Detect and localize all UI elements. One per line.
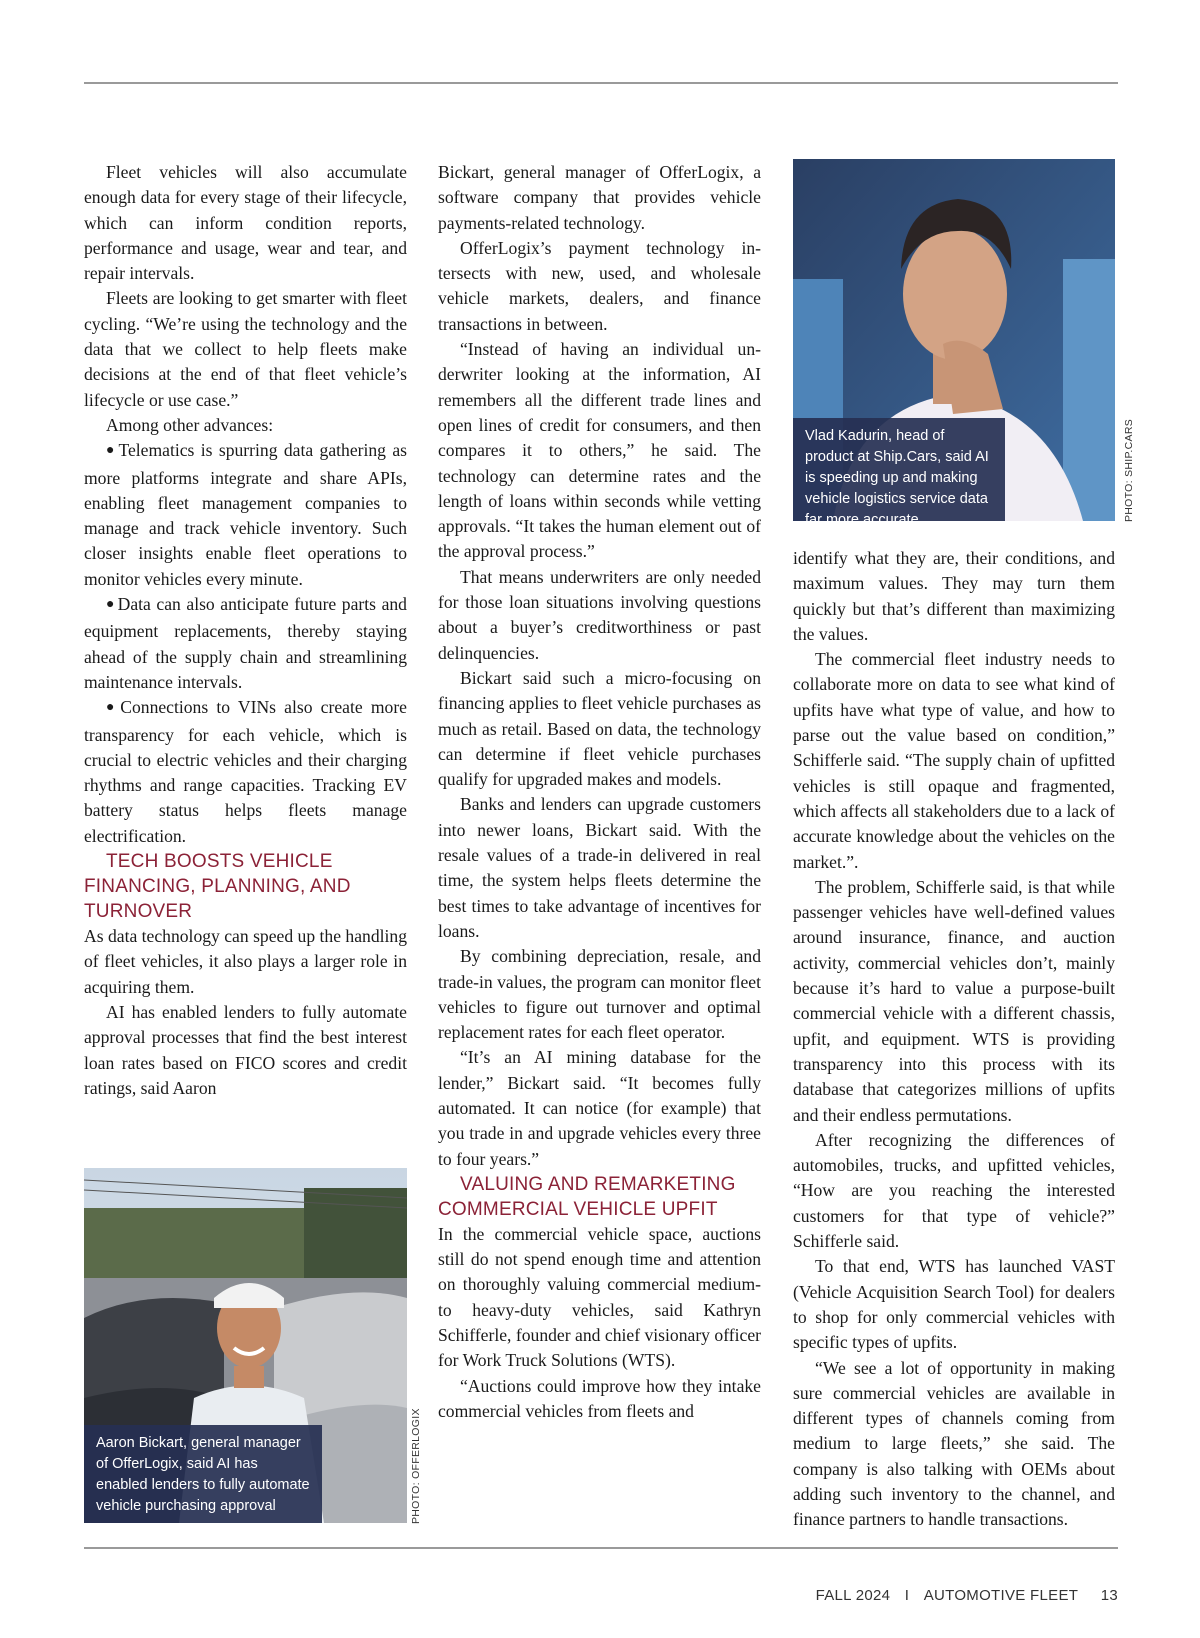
bullet-item: ● Telematics is spurring data gathering as more platforms integrate and share APIs, enabling fleet management companies to manage and track vehicle inventory. Such closer insights enable fleet operations to monitor vehicles every minute. — [84, 440, 407, 589]
column-1 — [84, 160, 407, 1101]
bottom-rule — [84, 1547, 1118, 1549]
paragraph: OfferLogix’s payment technology intersects with new, used, and wholesale vehicle markets, dealers, and finance transactions in between. — [438, 237, 761, 334]
page-footer — [816, 1587, 1118, 1604]
paragraph: Banks and lenders can upgrade customers into newer loans, Bickart said. With the resale values of a trade-in delivered in real time, the system helps fleets determine the best times to take advantage of incentives for loans. — [438, 794, 761, 941]
paragraph: Fleet vehicles will also accumulate enough data for every stage of their lifecycle, which can inform condition reports, performance and usage, wear and tear, and repair intervals. — [84, 162, 407, 284]
page-number: 13 — [1100, 1587, 1118, 1604]
paragraph: To that end, WTS has launched VAST (Vehicle Acquisition Search Tool) for dealers to shop for only commercial vehicles with specific types of upfits. — [793, 1256, 1115, 1353]
paragraph: The problem, Schifferle said, is that while passenger vehicles have well-defined values around insurance, finance, and auction activity, commercial vehicles don’t, mainly because it’s hard to value a purpose-built commercial vehicle with a different chassis, upfit, and equipment. WTS is providing transparency into this process with its database that categorizes millions of upfits and their endless permutations. — [793, 876, 1115, 1125]
section-heading: VALUING AND REMARKETING COMMERCIAL VEHICLE UPFIT — [438, 1173, 736, 1220]
paragraph: Fleets are looking to get smarter with fleet cycling. “We’re using the technology and the data that we collect to help fleets make decisions at the end of that fleet vehicle’s lifecycle or use case.” — [84, 288, 407, 410]
paragraph: In the commercial vehicle space, auctions still do not spend enough time and attention on thoroughly valuing commercial medium- to heavy-duty vehicles, said Kathryn Schifferle, founder and chief visionary officer for Work Truck Solutions (WTS). — [438, 1223, 761, 1371]
paragraph: The commercial fleet industry needs to collaborate more on data to see what kind of upfits have what type of value, and how to parse out the value based on condition,” Schifferle said. “The supply chain of upfitted vehicles is still opaque and fragmented, which affects all stakeholders due to a lack of accurate knowledge about the vehicles on the market.”. — [793, 649, 1115, 872]
column-3 — [793, 546, 1115, 1533]
photo-aaron-bickart — [84, 1168, 407, 1535]
photo-caption: Aaron Bickart, general manager of OfferLogix, said AI has enabled lenders to fully automate vehicle purchasing approval processes — [84, 1425, 322, 1523]
bullet-item: ● Connections to VINs also create more transparency for each vehicle, which is crucial to electric vehicles and their charging rhythms and range capacities. Tracking EV battery status helps fleets manage electrification. — [84, 697, 407, 846]
top-rule — [84, 82, 1118, 84]
paragraph: That means underwriters are only needed for those loan situations involving questions about a buyer’s creditworthiness or past delinquencies. — [438, 566, 761, 663]
bullet-icon: ● — [106, 443, 117, 459]
bullet-item: ● Data can also anticipate future parts and equipment replacements, thereby staying ahead of the supply chain and streamlining maintenance intervals. — [84, 594, 407, 692]
paragraph: As data technology can speed up the handling of fleet vehicles, it also plays a larger role in acquiring them. — [84, 926, 407, 997]
paragraph: identify what they are, their conditions, and maximum values. They may turn them quickly but that’s different than maximizing the values. — [793, 548, 1115, 644]
footer-separator: I — [904, 1587, 910, 1604]
publication-name: AUTOMOTIVE FLEET — [923, 1587, 1079, 1604]
photo-caption: Vlad Kadurin, head of product at Ship.Cars, said AI is speeding up and making vehicle logistics service data far more accurate. — [793, 418, 1005, 521]
paragraph: “Instead of having an individual underwriter looking at the information, AI remembers all the different trade lines and open lines of credit for consumers, and then compares it to others,” he said. The technology can determine rates and the length of loans within seconds while vetting approvals. “It takes the human element out of the approval process.” — [438, 339, 761, 562]
paragraph: After recognizing the differences of automobiles, trucks, and upfitted vehicles, “How are you reaching the interested customers for that type of vehicle?” Schifferle said. — [793, 1129, 1115, 1252]
photo-vlad-kadurin — [793, 159, 1115, 528]
bullet-icon: ● — [106, 700, 119, 716]
paragraph: AI has enabled lenders to fully automate approval processes that find the best interest loan rates based on FICO scores and credit ratings, said Aaron — [84, 1001, 407, 1098]
bullet-icon: ● — [106, 597, 116, 613]
photo-credit: PHOTO: SHIP.CARS — [1123, 418, 1135, 522]
paragraph: “Auctions could improve how they intake commercial vehicles from fleets and — [438, 1375, 761, 1421]
photo-credit: PHOTO: OFFERLOGIX — [410, 1408, 422, 1524]
paragraph: “We see a lot of opportunity in making sure commercial vehicles are available in different types of channels coming from medium to large fleets,” she said. The company is also talking with OEMs about adding such inventory to the channel, and finance partners to handle transactions. — [793, 1357, 1115, 1530]
issue-label: FALL 2024 — [815, 1587, 891, 1604]
paragraph: By combining depreciation, resale, and trade-in values, the program can monitor fleet vehicles to figure out turnover and optimal replacement rates for each fleet operator. — [438, 946, 761, 1043]
paragraph: “It’s an AI mining database for the lender,” Bickart said. “It becomes fully automated. It can notice (for example) that you trade in and upgrade vehicles every three to four years.” — [438, 1047, 761, 1169]
section-heading: TECH BOOSTS VEHICLE FINANCING, PLANNING, AND TURNOVER — [84, 851, 351, 923]
paragraph: Bickart said such a micro-focusing on financing applies to fleet vehicle purchases as much as retail. Based on data, the technology can determine if fleet vehicle purchases qualify for upgraded makes and models. — [438, 667, 761, 790]
column-2 — [438, 160, 761, 1424]
paragraph: Bickart, general manager of OfferLogix, a software company that provides vehicle payments-related technology. — [438, 162, 761, 233]
paragraph: Among other advances: — [106, 414, 274, 435]
